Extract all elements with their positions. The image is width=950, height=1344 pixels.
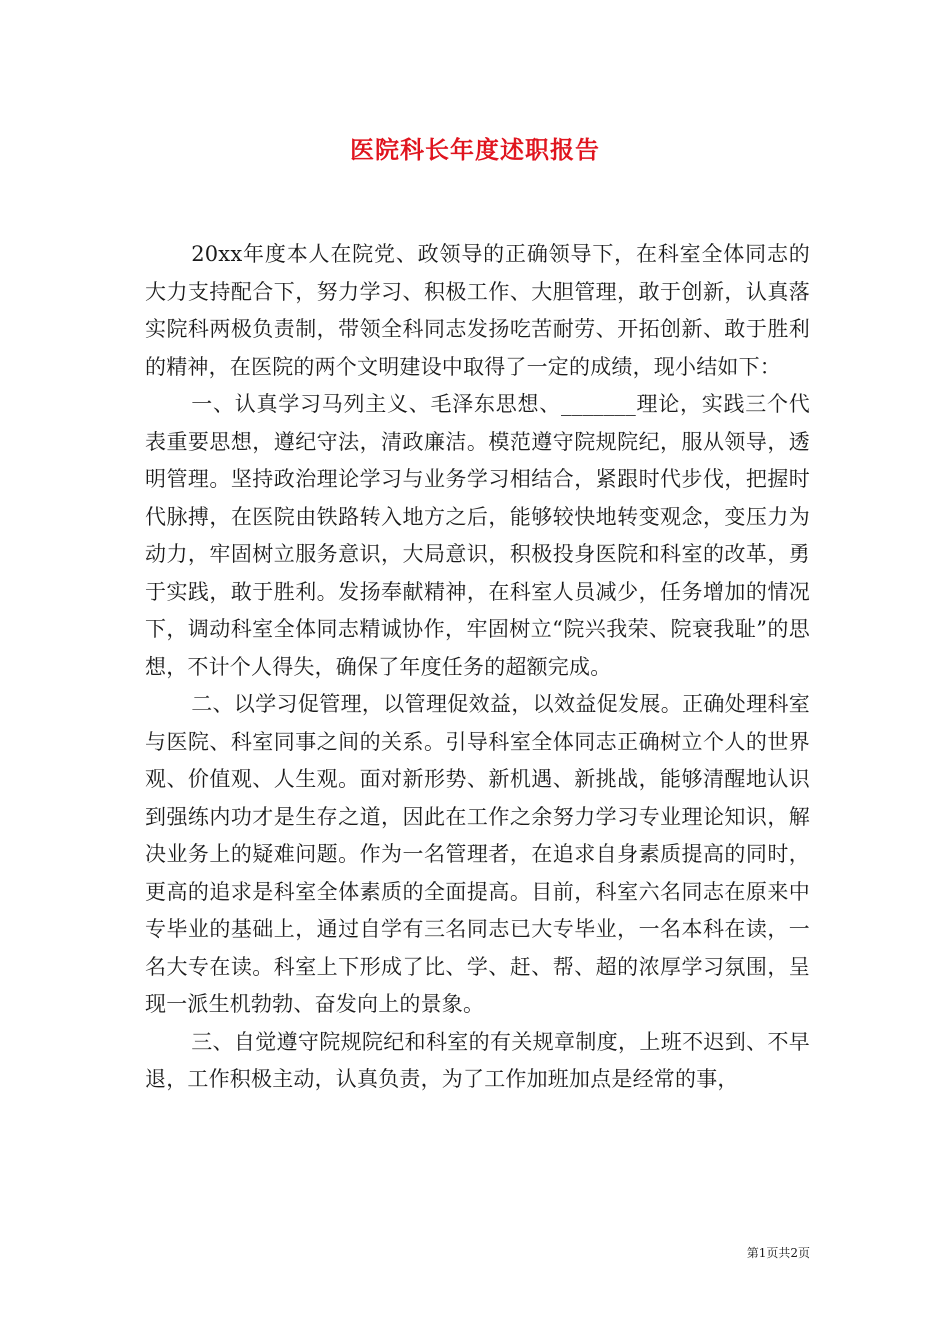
paragraph-section-1: 一、认真学习马列主义、毛泽东思想、_______理论，实践三个代表重要思想，遵纪守法，清政廉洁。模范遵守院规院纪，服从领导，透明管理。坚持政治理论学习与业务学习相结合，紧跟时代步伐，把握时代脉搏，在医院由铁路转入地方之后，能够较快地转变观念，变压力为动力，牢固树立服务意识，大局意识，积极投身医院和科室的改革，勇于实践，敢于胜利。发扬奉献精神，在科室人员减少，任务增加的情况下，调动科室全体同志精诚协作，牢固树立“院兴我荣、院衰我耻”的思想，不计个人得失，确保了年度任务的超额完成。 (145, 392, 810, 679)
document-body (145, 236, 810, 1099)
page-number: 第1页共2页 (746, 1246, 810, 1260)
paragraph-section-3: 三、自觉遵守院规院纪和科室的有关规章制度，上班不迟到、不早退，工作积极主动，认真负责，为了工作加班加点是经常的事， (145, 1029, 810, 1091)
paragraph-section-2: 二、以学习促管理，以管理促效益，以效益促发展。正确处理科室与医院、科室同事之间的关系。引导科室全体同志正确树立个人的世界观、价值观、人生观。面对新形势、新机遇、新挑战，能够清醒地认识到强练内功才是生存之道，因此在工作之余努力学习专业理论知识，解决业务上的疑难问题。作为一名管理者，在追求自身素质提高的同时，更高的追求是科室全体素质的全面提高。目前，科室六名同志在原来中专毕业的基础上，通过自学有三名同志已大专毕业，一名本科在读，一名大专在读。科室上下形成了比、学、赶、帮、超的浓厚学习氛围，呈现一派生机勃勃、奋发向上的景象。 (145, 692, 810, 1016)
paragraph-intro: 20xx年度本人在院党、政领导的正确领导下，在科室全体同志的大力支持配合下，努力学习、积极工作、大胆管理，敢于创新，认真落实院科两极负责制，带领全科同志发扬吃苦耐劳、开拓创新、敢于胜利的精神，在医院的两个文明建设中取得了一定的成绩，现小结如下： (145, 242, 810, 379)
document-title: 医院科长年度述职报告 (350, 135, 600, 164)
